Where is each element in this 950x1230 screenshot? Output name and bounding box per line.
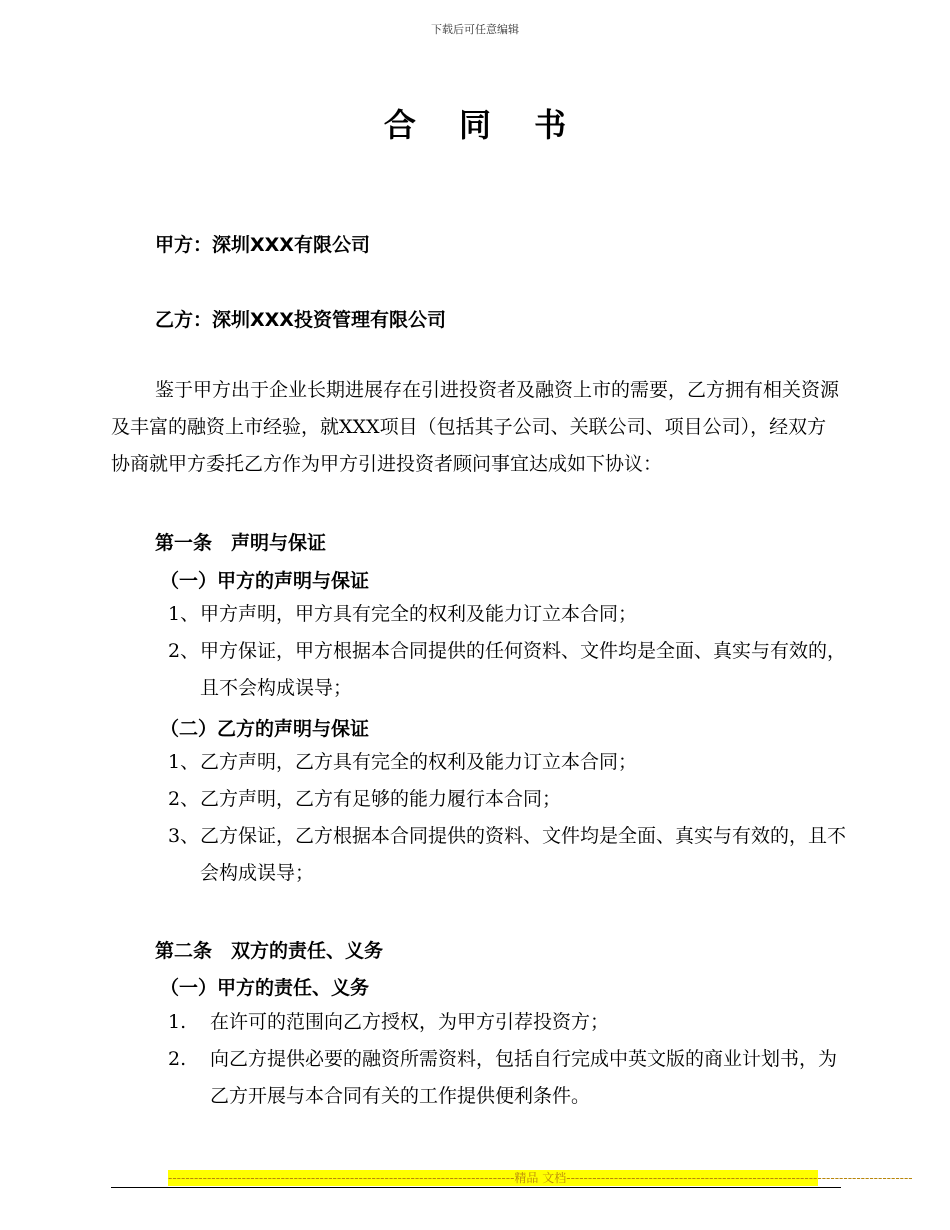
article-2-title: 第二条 双方的责任、义务 [155,940,384,962]
list-item-number: 2、 [168,640,200,662]
list-item-number: 1. [168,1011,187,1033]
list-item [168,596,848,633]
list-item-number: 3、 [168,825,200,847]
list-item-text: 乙方声明，乙方有足够的能力履行本合同； [200,788,562,810]
list-item-text: 乙方声明，乙方具有完全的权利及能力订立本合同； [200,751,638,773]
list-item [168,633,848,707]
party-b: 乙方：深圳XXX投资管理有限公司 [155,309,446,331]
footer-dashes-right: -------------------------------------------------------------------------------- [566,1171,913,1185]
list-item-number: 1、 [168,603,200,625]
party-a: 甲方：深圳XXX有限公司 [155,234,370,256]
article-1-sub-b-title: （二）乙方的声明与保证 [160,718,370,740]
list-item-number: 2. [168,1048,187,1070]
list-item [168,1004,848,1041]
footer-banner [168,1170,913,1186]
page-header-note: 下载后可任意编辑 [431,23,519,36]
list-item-text: 甲方声明，甲方具有完全的权利及能力订立本合同； [200,603,638,625]
list-item-number: 2、 [168,788,200,810]
list-item-text: 乙方保证，乙方根据本合同提供的资料、文件均是全面、真实与有效的，且不会构成误导； [200,825,847,884]
footer-rule [111,1187,841,1188]
list-item [168,1041,848,1115]
list-item-number: 1、 [168,751,200,773]
article-1-sub-a-title: （一）甲方的声明与保证 [160,570,370,592]
list-item-text: 在许可的范围向乙方授权，为甲方引荐投资方； [210,1011,610,1033]
intro-paragraph: 鉴于甲方出于企业长期进展存在引进投资者及融资上市的需要，乙方拥有相关资源及丰富的融资上市经验，就XXX项目（包括其子公司、关联公司、项目公司），经双方协商就甲方委托乙方作为甲方引进投资者顾问事宜达成如下协议： [111,379,840,475]
list-item-text: 向乙方提供必要的融资所需资料，包括自行完成中英文版的商业计划书，为乙方开展与本合同有关的工作提供便利条件。 [210,1048,838,1107]
footer-label: 精品 文档 [514,1171,567,1185]
list-item [168,744,848,781]
footer-dashes-left: -------------------------------------------------------------------------------- [168,1171,515,1185]
article-2-sub-a-title: （一）甲方的责任、义务 [160,977,370,999]
list-item [168,818,848,892]
document-title: 合 同 书 [383,106,583,144]
list-item-text: 甲方保证，甲方根据本合同提供的任何资料、文件均是全面、真实与有效的，且不会构成误导； [200,640,847,699]
article-1-title: 第一条 声明与保证 [155,532,327,554]
list-item [168,781,848,818]
